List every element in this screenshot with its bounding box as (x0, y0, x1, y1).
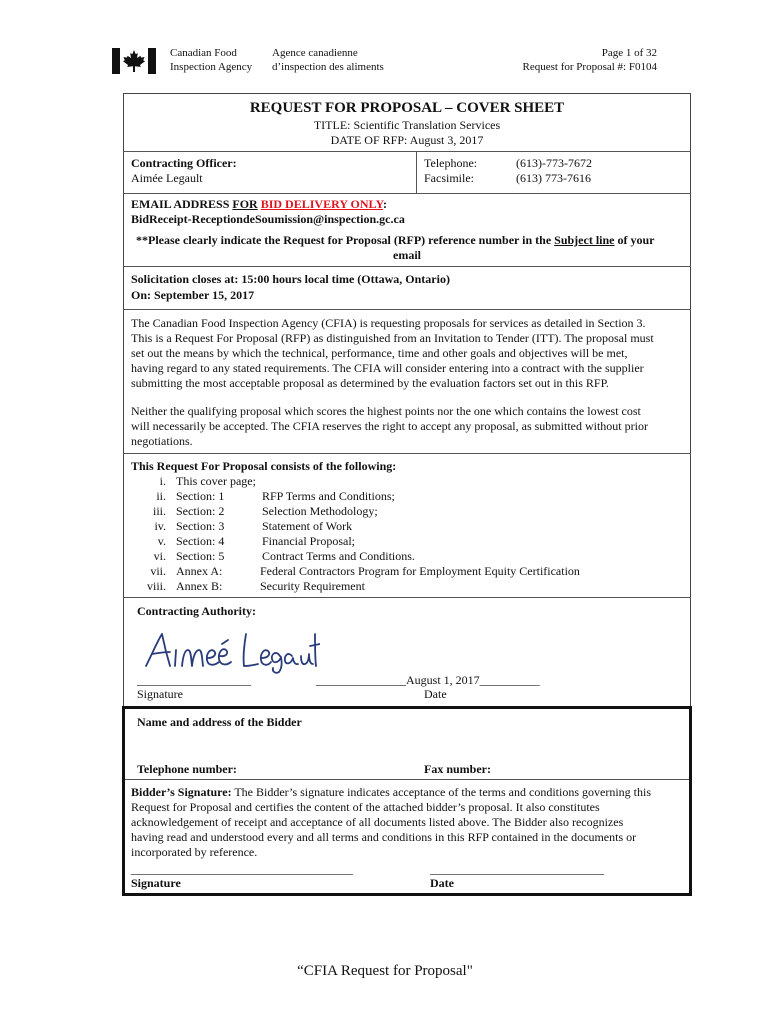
list-item-section: Section: 5 (176, 549, 225, 563)
email-heading (131, 197, 387, 212)
contents-heading: This Request For Proposal consists of the following: (131, 459, 397, 473)
divider (416, 151, 417, 193)
authority-signature-line: ___________________ (137, 673, 251, 687)
divider (123, 453, 691, 454)
list-item-desc: Contract Terms and Conditions. (262, 549, 415, 563)
bidder-text-line: Request for Proposal and certifies the content of the attached bidder’s proposal. It also constitutes (131, 800, 600, 814)
email-colon: : (383, 197, 388, 211)
list-item-number: v. (157, 534, 166, 548)
list-item-number: ii. (156, 489, 166, 503)
intro-line: submitting the most acceptable proposal as determined by the evaluation factors set out in this RFP. (131, 376, 609, 390)
contracting-authority-label: Contracting Authority: (137, 604, 256, 618)
email-note-a: **Please clearly indicate the Request for Proposal (RFP) reference number in the (136, 233, 555, 247)
intro-line: This is a Request For Proposal (RFP) as distinguished from an Invitation to Tender (ITT). The proposal must (131, 331, 654, 345)
authority-date-label: Date (424, 687, 447, 701)
facsimile-value: (613) 773-7616 (516, 171, 591, 185)
email-note-b: of your (614, 233, 655, 247)
email-prefix: EMAIL ADDRESS (131, 197, 233, 211)
bidder-text-line: having read and understood every and all terms and conditions in this RFP contained in the documents or (131, 830, 637, 844)
list-item-number: iii. (152, 504, 166, 518)
intro-line: having regard to any stated requirements. The CFIA will consider entering into a contract with the supplier (131, 361, 644, 375)
list-item-desc: RFP Terms and Conditions; (262, 489, 395, 503)
authority-signature-label: Signature (137, 687, 183, 701)
list-item-desc: Security Requirement (260, 579, 365, 593)
bidder-signature-label: Signature (131, 876, 181, 890)
flag-left-bar (112, 48, 120, 74)
closing-time: Solicitation closes at: 15:00 hours local time (Ottawa, Ontario) (131, 272, 450, 286)
divider (123, 151, 691, 152)
bidder-signature-text (131, 785, 651, 800)
bidder-date-label: Date (430, 876, 454, 890)
list-item-section: This cover page; (176, 474, 256, 488)
bidder-signature-heading: Bidder’s Signature: (131, 785, 232, 799)
list-item-number: viii. (146, 579, 166, 593)
intro-line: Neither the qualifying proposal which scores the highest points nor the one which contains the lowest cost (131, 404, 641, 418)
flag-right-bar (148, 48, 156, 74)
page-number: Page 1 of 32 (601, 47, 657, 59)
bidder-signature-text-first: The Bidder’s signature indicates acceptance of the terms and conditions governing this (231, 785, 651, 799)
intro-line: The Canadian Food Inspection Agency (CFIA) is requesting proposals for services as detailed in Section 3. (131, 316, 646, 330)
agency-name-fr (272, 46, 384, 74)
divider (123, 193, 691, 194)
bidder-signature-line: _____________________________________ (131, 862, 353, 876)
list-item-desc: Statement of Work (262, 519, 353, 533)
divider (123, 266, 691, 267)
bidder-text-line: acknowledgement of receipt and acceptance of all documents listed above. The Bidder also recognizes (131, 815, 624, 829)
bidder-date-line: _____________________________ (430, 862, 604, 876)
rfp-reference: Request for Proposal #: F0104 (522, 61, 657, 73)
agency-fr-line1: Agence canadienne (272, 47, 358, 59)
list-item-section: Annex B: (176, 579, 223, 593)
intro-line: set out the means by which the technical, performance, time and other goals and objectives will be met, (131, 346, 628, 360)
bid-delivery-only: BID DELIVERY ONLY (260, 197, 384, 211)
list-item-desc: Financial Proposal; (262, 534, 355, 548)
list-item-number: iv. (154, 519, 166, 533)
intro-line: will necessarily be accepted. The CFIA reserves the right to accept any proposal, as submitted without prior (131, 419, 648, 433)
list-item-desc: Selection Methodology; (262, 504, 378, 518)
page-title: REQUEST FOR PROPOSAL – COVER SHEET (249, 100, 565, 116)
bidder-fax-label: Fax number: (424, 762, 491, 776)
rfp-title: TITLE: Scientific Translation Services (313, 118, 501, 132)
contracting-officer-name: Aimée Legault (131, 171, 203, 185)
agency-fr-line2: d’inspection des aliments (272, 61, 384, 73)
intro-line: negotiations. (131, 434, 193, 448)
list-item-section: Section: 2 (176, 504, 225, 518)
header-reference (523, 46, 657, 74)
email-note (136, 233, 655, 248)
list-item-section: Section: 1 (176, 489, 225, 503)
telephone-label: Telephone: (424, 156, 478, 170)
contracting-officer-label: Contracting Officer: (131, 156, 237, 170)
bid-email-address[interactable]: BidReceipt-ReceptiondeSoumission@inspection.gc.ca (131, 212, 405, 226)
list-item-desc: Federal Contractors Program for Employment Equity Certification (260, 564, 580, 578)
page-footer: “CFIA Request for Proposal" (297, 963, 473, 979)
list-item-section: Section: 3 (176, 519, 225, 533)
divider (123, 597, 691, 598)
maple-leaf-icon (122, 49, 146, 73)
bidder-text-line: incorporated by reference. (131, 845, 258, 859)
agency-en-line2: Inspection Agency (170, 61, 253, 73)
bidder-name-label: Name and address of the Bidder (137, 715, 302, 729)
agency-name-en (170, 46, 252, 74)
divider (123, 309, 691, 310)
authority-date-line: _______________August 1, 2017__________ (316, 673, 540, 687)
list-item-section: Annex A: (176, 564, 223, 578)
divider (125, 779, 689, 780)
email-note-end: email (393, 248, 421, 262)
closing-date: On: September 15, 2017 (131, 288, 255, 302)
email-note-subject: Subject line (554, 233, 615, 247)
facsimile-label: Facsimile: (424, 171, 474, 185)
canada-flag-logo (112, 48, 156, 74)
telephone-value: (613)-773-7672 (516, 156, 592, 170)
bidder-telephone-label: Telephone number: (137, 762, 237, 776)
agency-en-line1: Canadian Food (170, 47, 237, 59)
rfp-date: DATE OF RFP: August 3, 2017 (330, 133, 484, 147)
handwritten-signature (140, 626, 320, 674)
email-for: FOR (232, 197, 258, 211)
list-item-section: Section: 4 (176, 534, 225, 548)
list-item-number: vii. (150, 564, 166, 578)
list-item-number: i. (159, 474, 166, 488)
list-item-number: vi. (153, 549, 166, 563)
